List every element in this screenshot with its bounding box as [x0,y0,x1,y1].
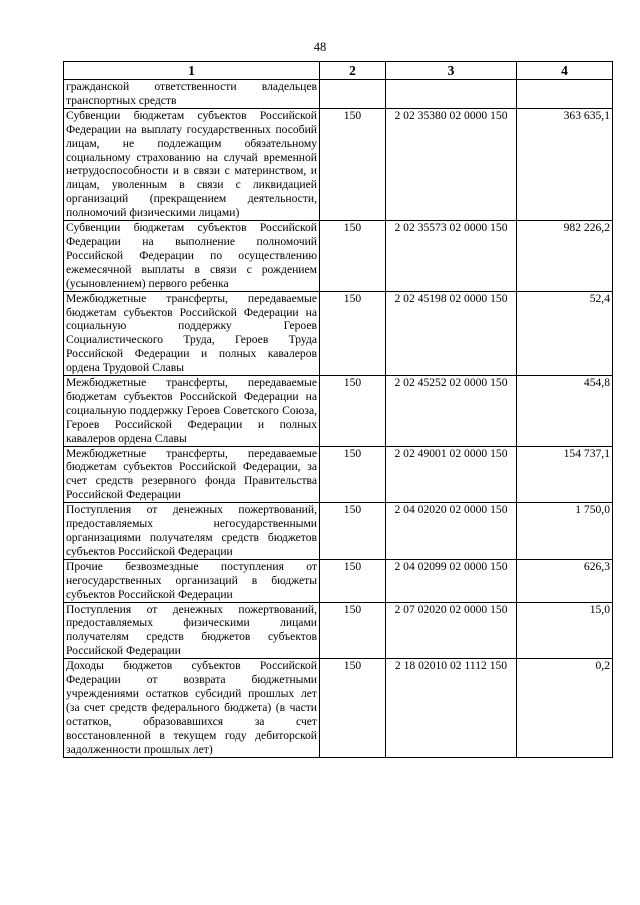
table-row [64,80,613,109]
description-cell: Межбюджетные трансферты, передаваемые бюджетам субъектов Российской Федерации, за счет средств резервного фонда Правительства Российской Федерации [64,446,320,503]
group-cell: 150 [320,291,386,375]
code-cell: 2 02 35573 02 0000 150 [386,221,517,292]
amount-cell [517,80,613,109]
description-cell: Субвенции бюджетам субъектов Российской Федерации на выполнение полномочий Российской Федерации по осуществлению ежемесячной выплаты в связи с рождением (усыновлением) первого ребенка [64,221,320,292]
group-cell: 150 [320,503,386,560]
description-cell: Поступления от денежных пожертвований, предоставляемых негосударственными организациями получателям средств бюджетов субъектов Российской Федерации [64,503,320,560]
description-cell: Межбюджетные трансферты, передаваемые бюджетам субъектов Российской Федерации на социальную поддержку Героев Социалистического Труда, Героев Труда Российской Федерации и полных кавалеров ордена Трудовой Славы [64,291,320,375]
group-cell: 150 [320,376,386,447]
revenue-table [63,61,613,758]
group-cell: 150 [320,108,386,220]
table-row [64,291,613,375]
code-cell: 2 02 49001 02 0000 150 [386,446,517,503]
code-cell: 2 04 02020 02 0000 150 [386,503,517,560]
code-cell [386,80,517,109]
amount-cell: 52,4 [517,291,613,375]
column-header-4: 4 [517,62,613,80]
description-cell: гражданской ответственности владельцев транспортных средств [64,80,320,109]
group-cell: 150 [320,602,386,659]
table-row [64,559,613,602]
column-header-1: 1 [64,62,320,80]
code-cell: 2 02 35380 02 0000 150 [386,108,517,220]
table-row [64,221,613,292]
table-row [64,446,613,503]
amount-cell: 0,2 [517,659,613,757]
amount-cell: 454,8 [517,376,613,447]
code-cell: 2 07 02020 02 0000 150 [386,602,517,659]
table-row [64,108,613,220]
description-cell: Межбюджетные трансферты, передаваемые бюджетам субъектов Российской Федерации на социальную поддержку Героев Советского Союза, Героев Российской Федерации и полных кавалеров ордена Славы [64,376,320,447]
table-header-row [64,62,613,80]
column-header-2: 2 [320,62,386,80]
group-cell: 150 [320,446,386,503]
table-row [64,376,613,447]
group-cell: 150 [320,221,386,292]
table-row [64,503,613,560]
description-cell: Поступления от денежных пожертвований, предоставляемых физическими лицами получателям средств бюджетов субъектов Российской Федерации [64,602,320,659]
table-row [64,659,613,757]
amount-cell: 154 737,1 [517,446,613,503]
amount-cell: 982 226,2 [517,221,613,292]
group-cell: 150 [320,559,386,602]
amount-cell: 626,3 [517,559,613,602]
code-cell: 2 04 02099 02 0000 150 [386,559,517,602]
code-cell: 2 02 45252 02 0000 150 [386,376,517,447]
page-number: 48 [313,40,327,54]
group-cell: 150 [320,659,386,757]
table-body [64,80,613,758]
group-cell [320,80,386,109]
description-cell: Прочие безвозмездные поступления от негосударственных организаций в бюджеты субъектов Российской Федерации [64,559,320,602]
code-cell: 2 02 45198 02 0000 150 [386,291,517,375]
amount-cell: 1 750,0 [517,503,613,560]
code-cell: 2 18 02010 02 1112 150 [386,659,517,757]
description-cell: Субвенции бюджетам субъектов Российской Федерации на выплату государственных пособий лицам, не подлежащим обязательному социальному страхованию на случай временной нетрудоспособности и в связи с материнством, и лицам, уволенным в связи с ликвидацией организаций (прекращением деятельности, полномочий физическими лицами) [64,108,320,220]
table-row [64,602,613,659]
amount-cell: 363 635,1 [517,108,613,220]
amount-cell: 15,0 [517,602,613,659]
description-cell: Доходы бюджетов субъектов Российской Федерации от возврата бюджетными учреждениями остатков субсидий прошлых лет (за счет средств федерального бюджета) (в части остатков, образовавшихся за счет восстановленной в текущем году дебиторской задолженности прошлых лет) [64,659,320,757]
column-header-3: 3 [386,62,517,80]
